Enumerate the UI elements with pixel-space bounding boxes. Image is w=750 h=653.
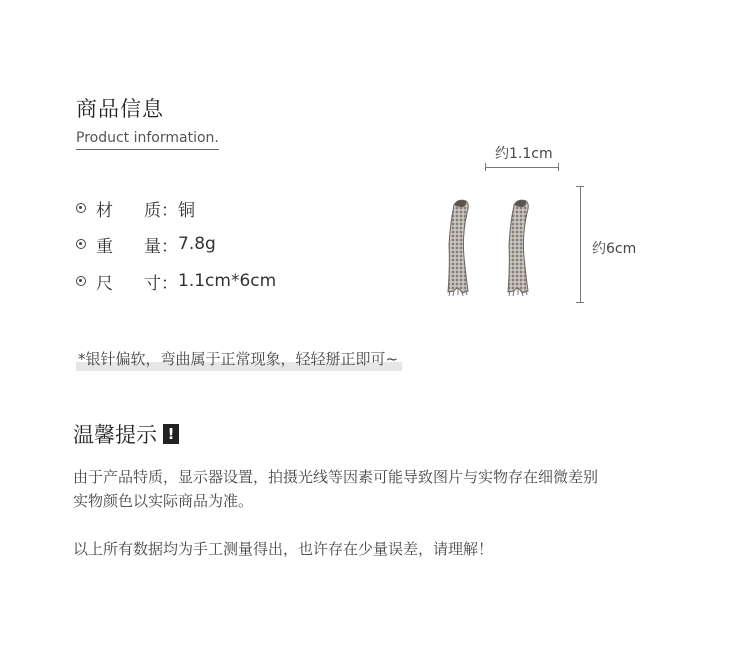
spec-key: 材 质： bbox=[96, 200, 178, 221]
width-dimension-tick bbox=[485, 163, 486, 171]
earring-right bbox=[508, 200, 528, 296]
tips-line-1: 由于产品特质，显示器设置，拍摄光线等因素可能导致图片与实物存在细微差别 bbox=[73, 468, 599, 486]
width-dimension-line bbox=[485, 167, 559, 168]
width-dimension-tick bbox=[558, 163, 559, 171]
exclamation-box-icon: ! bbox=[163, 424, 179, 444]
spec-value: 铜 bbox=[178, 200, 195, 221]
earring-left bbox=[448, 200, 468, 296]
spec-key: 尺 寸： bbox=[96, 273, 178, 294]
earrings-image bbox=[440, 195, 540, 297]
tips-heading bbox=[73, 419, 179, 449]
care-note: *银针偏软，弯曲属于正常现象，轻轻掰正即可~ bbox=[76, 348, 402, 371]
spec-value: 1.1cm*6cm bbox=[178, 271, 277, 291]
bullet-icon bbox=[76, 276, 86, 286]
height-dimension-tick bbox=[576, 186, 584, 187]
product-info-title: 商品信息 bbox=[76, 97, 164, 121]
spec-key: 重 量： bbox=[96, 236, 178, 257]
tips-line-2: 实物颜色以实际商品为准。 bbox=[73, 492, 254, 510]
height-dimension-line bbox=[580, 186, 581, 303]
tips-title: 温馨提示 bbox=[73, 423, 157, 447]
bullet-icon bbox=[76, 239, 86, 249]
tips-line-3: 以上所有数据均为手工测量得出，也许存在少量误差，请理解！ bbox=[73, 540, 494, 558]
height-dimension-label: 约6cm bbox=[592, 241, 637, 257]
bullet-icon bbox=[76, 203, 86, 213]
width-dimension-label: 约1.1cm bbox=[495, 146, 553, 162]
spec-row-material bbox=[76, 197, 195, 219]
spec-row-weight bbox=[76, 233, 216, 255]
product-info-subtitle: Product information. bbox=[76, 130, 219, 150]
spec-value: 7.8g bbox=[178, 234, 216, 254]
height-dimension-tick bbox=[576, 302, 584, 303]
spec-row-size bbox=[76, 270, 276, 292]
